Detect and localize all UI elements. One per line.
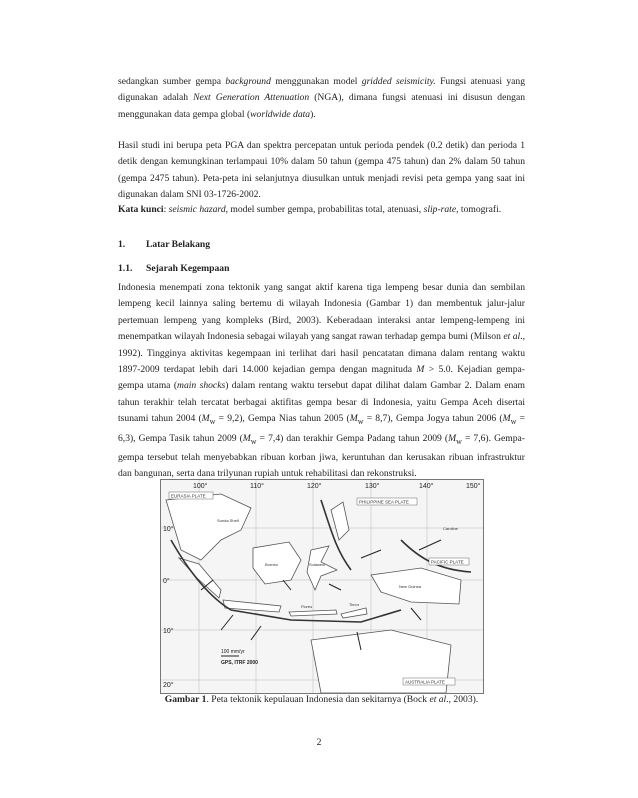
plate-label: PACIFIC PLATE [431, 559, 464, 565]
legend-gps: GPS, ITRF 2000 [221, 660, 258, 666]
text-run: , tomografi. [456, 204, 502, 215]
text-run: > 5.0. Kejadian gempa-gempa utama ( [118, 364, 525, 392]
text-run: Indonesia menempati zona tektonik yang sangat aktif karena tiga lempeng besar dunia dan sembilan lempeng kecil lainnya saling bertemu di wilayah Indonesia (Gambar 1) dan membentuk jalur-jalur pertemuan lempeng yang kompleks (Bird, 2003). Keberadaan interaksi antar lempeng-lempeng ini menempatkan wilayah Indonesia sebagai wilayah yang sangat rawan terhadap gempa bumi (Milson [118, 282, 525, 343]
place-label: Flores [301, 604, 313, 609]
text-run: = 6,3), Gempa Tasik tahun 2009 ( [118, 413, 525, 444]
text-run: Fungsi atenuasi yang digunakan adalah [118, 76, 525, 104]
text-run: ). [310, 108, 316, 120]
lon-label: 120° [307, 483, 322, 490]
italic-term: Next Generation Attenuation [193, 92, 310, 104]
magnitude-subscript: w [357, 417, 364, 427]
lat-label: 0° [163, 578, 170, 585]
keywords-label: Kata kunci [118, 204, 164, 215]
magnitude-subscript: w [209, 417, 216, 427]
section-heading-1 [118, 238, 525, 252]
text-run: = 8,7), Gempa Jogya tahun 2006 ( [363, 413, 503, 425]
italic-term: et al [503, 331, 521, 343]
page-number: 2 [316, 737, 322, 748]
place-label: Timor [349, 602, 360, 607]
tectonic-map [161, 480, 483, 693]
section-title: Sejarah Kegempaan [146, 263, 230, 274]
lat-label: 20° [163, 682, 174, 689]
text-run: = 9,2), Gempa Nias tahun 2005 ( [215, 413, 350, 425]
lat-label: 10° [163, 628, 174, 635]
text-run: menggunakan model [270, 76, 362, 87]
italic-term: seismic hazard [168, 204, 226, 215]
plate-label: EURASIA PLATE [171, 493, 206, 499]
section-title: Latar Belakang [146, 239, 211, 250]
text-run: , model sumber gempa, probabilitas total, atenuasi, [225, 204, 424, 215]
results-text: Hasil studi ini berupa peta PGA dan spektra percepatan untuk perioda pendek (0.2 detik) dan perioda 1 detik dengan kemungkinan terlampaui 10% dalam 50 tahun (gempa 475 tahun) dan 2% dalam 50 tahun (gempa 2475 tahun). Peta-peta ini selanjutnya diusulkan untuk menjadi revisi peta gempa yang saat ini digunakan dalam SNI 03-1726-2002. [118, 140, 525, 201]
lon-label: 100° [193, 483, 208, 490]
place-label: Sulawesi [309, 562, 326, 567]
italic-term: slip-rate [423, 204, 457, 215]
italic-term: main shocks [177, 380, 226, 392]
section-number: 1. [118, 239, 126, 250]
legend-rate: 100 mm/yr [221, 649, 245, 655]
italic-term: background [225, 76, 271, 87]
magnitude-symbol: M [448, 432, 457, 444]
caption-label: Gambar 1 [164, 694, 207, 705]
place-label: New Guinea [399, 584, 422, 589]
magnitude-symbol: M [242, 432, 251, 444]
text-run: = 7,6). Gempa-gempa tersebut telah menyebabkan ribuan korban jiwa, keruntuhan dan kerusakan ribuan infrastruktur dan bangunan, serta dana trilyunan rupiah untuk rehabilitasi dan rekonstruksi. [118, 432, 525, 480]
paragraph-seismicity [118, 280, 525, 483]
italic-term: worldwide data [250, 108, 311, 120]
paragraph-results [118, 138, 525, 204]
lon-label: 110° [250, 483, 264, 490]
lon-label: 130° [365, 483, 380, 490]
paragraph-methods [118, 74, 525, 123]
italic-term: gridded seismicity. [361, 76, 436, 87]
place-label: Sunda Shelf [217, 518, 239, 523]
text-run: . Peta tektonik kepulauan Indonesia dan sekitarnya (Bock [206, 694, 430, 705]
lon-label: 140° [419, 483, 434, 490]
section-heading-1-1 [118, 262, 525, 276]
magnitude-symbol: M [201, 413, 210, 425]
plate-label: PHILIPPINE SEA PLATE [359, 499, 409, 505]
text-run: = 7,4) dan terakhir Gempa Padang tahun 2009 ( [256, 432, 449, 444]
place-label: Borneo [265, 562, 278, 567]
magnitude-symbol: M [502, 413, 511, 425]
text-run: ) dalam rentang waktu tersebut dapat dilihat dalam Gambar 2. Dalam enam tahun terakhir telah tercatat berbagai aktifitas gempa besar di Indonesia, yaitu Gempa Aceh disertai tsunami tahun 2004 ( [118, 380, 525, 425]
italic-term: et al [429, 694, 447, 705]
keywords [118, 202, 525, 218]
lat-label: 10° [163, 526, 174, 533]
magnitude-subscript: w [510, 417, 517, 427]
lon-label: 150° [466, 483, 481, 490]
magnitude-subscript: w [250, 436, 257, 446]
magnitude-subscript: w [456, 436, 462, 446]
text-run: : [163, 204, 169, 215]
magnitude-symbol: M [349, 413, 358, 425]
italic-term: M [416, 364, 425, 376]
plate-label: AUSTRALIA PLATE [405, 679, 445, 685]
text-run: (NGA), dimana fungsi atenuasi ini disusun dengan menggunakan data gempa global ( [118, 92, 526, 120]
text-run: sedangkan sumber gempa [118, 76, 226, 87]
tectonic-map-figure [160, 479, 484, 694]
text-run: ., 1992). Tingginya aktivitas kegempaan ini terlihat dari hasil pencatatan dimana dalam rentang waktu 1897-2009 terdapat lebih dari 14.000 kejadian gempa dengan magnituda [118, 331, 525, 376]
text-run: ., 2003). [446, 694, 479, 705]
section-number: 1.1. [118, 263, 133, 274]
figure-caption [118, 693, 525, 707]
place-label: Caroline [443, 526, 458, 531]
